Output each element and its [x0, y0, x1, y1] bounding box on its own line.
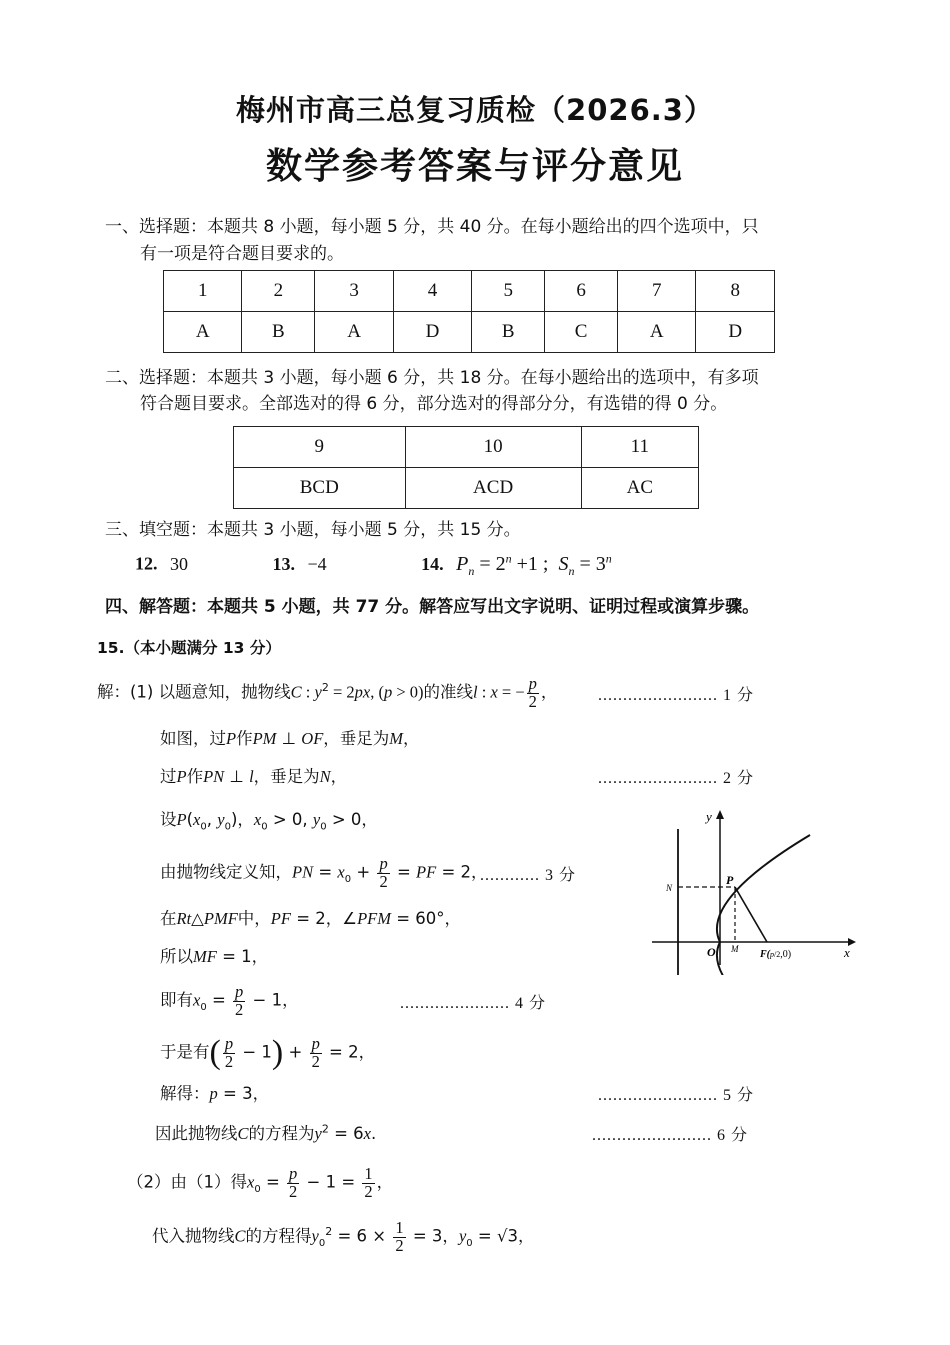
- y-axis-arrow: [716, 810, 724, 819]
- q15-step8: 即有$x_0$ = $\frac{p}{2}$ − 1，: [160, 982, 299, 1019]
- section3-line: 三、填空题：本题共 3 小题，每小题 5 分，共 15 分。: [105, 520, 521, 540]
- step-text: 因此抛物线: [155, 1124, 238, 1143]
- step-text: 作: [186, 767, 204, 786]
- x-axis-label: x: [844, 945, 850, 960]
- q12-answer: 30: [170, 553, 188, 574]
- step-text: 于是有: [160, 1042, 210, 1062]
- table-cell: B: [242, 312, 315, 353]
- segment-pf: [735, 887, 767, 942]
- q14-answer: $P_n = 2^n +1$ ; $S_n = 3^n$: [456, 551, 612, 578]
- table-cell: D: [696, 312, 775, 353]
- step-text: 的方程得: [245, 1226, 312, 1246]
- section2-answer-table: [233, 426, 699, 509]
- table-cell: 2: [242, 271, 315, 312]
- q13-label: 13.: [272, 553, 295, 574]
- section2-line2: 符合题目要求。全部选对的得 6 分，部分选对的得部分分，有选错的得 0 分。: [140, 394, 728, 414]
- section1-line1: 一、选择题：本题共 8 小题，每小题 5 分，共 40 分。在每小题给出的四个选项中，只: [105, 217, 759, 237]
- score-line-2: ........................ 2 分: [598, 770, 755, 787]
- q13-answer: −4: [307, 553, 327, 574]
- step-text: 解：(1) 以题意知，抛物线: [97, 682, 291, 702]
- score-label: 6 分: [717, 1127, 749, 1144]
- table-cell: 4: [393, 271, 471, 312]
- step-text: 在: [160, 909, 177, 928]
- section2-answer-row: [234, 468, 699, 509]
- score-label: 1 分: [723, 687, 755, 704]
- table-cell: BCD: [234, 468, 406, 509]
- parabola-figure: [640, 805, 865, 975]
- step-text: 过: [160, 767, 177, 786]
- table-cell: B: [472, 312, 545, 353]
- table-cell: A: [164, 312, 242, 353]
- q15-step1: 解：(1) 以题意知，抛物线C : $y^2 = 2px$, (p > 0)的准线l : x = − $\frac{p}{2}$ ，: [97, 674, 558, 711]
- step-text: ，垂足为: [253, 767, 320, 786]
- table-cell: ACD: [405, 468, 581, 509]
- q15-step2: 如图，过P作PM ⊥ OF，垂足为M，: [160, 729, 420, 748]
- step-text: 的准线: [423, 682, 474, 702]
- score-line-4: ...................... 4 分: [400, 995, 547, 1012]
- table-cell: 8: [696, 271, 775, 312]
- section2-number-row: [234, 427, 699, 468]
- q15-step3: 过P作PN ⊥ l，垂足为N，: [160, 767, 348, 786]
- point-p-label: P: [726, 873, 734, 887]
- q15-step5: 由抛物线定义知，PN = $x_0$ + $\frac{p}{2}$ = PF = 2，: [160, 854, 488, 891]
- score-label: 5 分: [723, 1087, 755, 1104]
- section1-answer-row: [164, 312, 775, 353]
- step-text: 解得：: [160, 1084, 210, 1103]
- section1-number-row: [164, 271, 775, 312]
- page-title: 梅州市高三总复习质检（2026.3）: [236, 93, 714, 127]
- q15-part2-line1: （2）由（1）得$x_0$ = $\frac{p}{2}$ − 1 = $\frac{1}{2}$ ，: [127, 1164, 394, 1201]
- step-text: 设: [160, 810, 177, 829]
- origin-label: O: [707, 945, 716, 959]
- table-cell: 10: [405, 427, 581, 468]
- table-cell: D: [393, 312, 471, 353]
- step-text: ，垂足为: [323, 729, 390, 748]
- point-m-label: M: [731, 944, 739, 954]
- table-cell: 9: [234, 427, 406, 468]
- q15-step6: 在Rt△PMF中，PF = 2，∠PFM = 60°，: [160, 909, 462, 928]
- point-n-label: N: [666, 883, 673, 893]
- step-text: 如图，过: [160, 729, 226, 748]
- table-cell: A: [618, 312, 696, 353]
- q15-step4: 设$P(x_0$, $y_0$)，$x_0 > 0$, $y_0 > 0$，: [160, 810, 378, 833]
- score-line-1: ........................ 1 分: [598, 687, 755, 704]
- section2-line1: 二、选择题：本题共 3 小题，每小题 6 分，共 18 分。在每小题给出的选项中，有多项: [105, 368, 759, 388]
- step-text: 由抛物线定义知，: [160, 862, 292, 882]
- y-axis-label: y: [706, 809, 712, 824]
- score-line-6: ........................ 6 分: [592, 1127, 749, 1144]
- table-cell: A: [315, 312, 393, 353]
- table-cell: 5: [472, 271, 545, 312]
- q15-title: 15.（本小题满分 13 分）: [97, 639, 281, 657]
- step-text: 的方程为: [248, 1124, 315, 1143]
- score-line-5: ........................ 5 分: [598, 1087, 755, 1104]
- q15-step11: 因此抛物线C的方程为$y^2 = 6x$.: [155, 1122, 377, 1143]
- table-cell: 6: [545, 271, 618, 312]
- page-subtitle: 数学参考答案与评分意见: [265, 146, 684, 187]
- step-text: 代入抛物线: [152, 1226, 235, 1246]
- step-text: （2）由（1）得: [127, 1172, 247, 1192]
- q15-step9: 于是有( $\frac{p}{2}$ − 1) + $\frac{p}{2}$ = 2，: [160, 1034, 376, 1071]
- section3-answers: [135, 551, 612, 579]
- table-cell: 3: [315, 271, 393, 312]
- score-line-3: ............ 3 分: [480, 867, 577, 884]
- q15-step10: 解得：p = 3，: [160, 1084, 270, 1103]
- table-cell: 1: [164, 271, 242, 312]
- score-label: 4 分: [515, 995, 547, 1012]
- section4-line: 四、解答题：本题共 5 小题，共 77 分。解答应写出文字说明、证明过程或演算步骤。: [105, 597, 760, 617]
- table-cell: 7: [618, 271, 696, 312]
- table-cell: 11: [581, 427, 698, 468]
- section1-answer-table: [163, 270, 775, 353]
- q12-label: 12.: [135, 553, 158, 574]
- table-cell: AC: [581, 468, 698, 509]
- score-label: 2 分: [723, 770, 755, 787]
- section1-line2: 有一项是符合题目要求的。: [140, 244, 344, 264]
- focus-label: F(p/2,0): [760, 949, 792, 960]
- q15-part2-line2: 代入抛物线C的方程得$y_0^2 = 6$ × $\frac{1}{2}$ = 3，$y_0 = √3$，: [152, 1218, 535, 1255]
- step-text: 即有: [160, 990, 193, 1010]
- step-text: 作: [236, 729, 253, 748]
- step-text: 中，: [237, 909, 271, 928]
- step-text: 所以: [160, 947, 193, 966]
- q15-step7: 所以MF = 1，: [160, 947, 269, 966]
- score-label: 3 分: [545, 867, 577, 884]
- table-cell: C: [545, 312, 618, 353]
- q14-label: 14.: [421, 553, 444, 574]
